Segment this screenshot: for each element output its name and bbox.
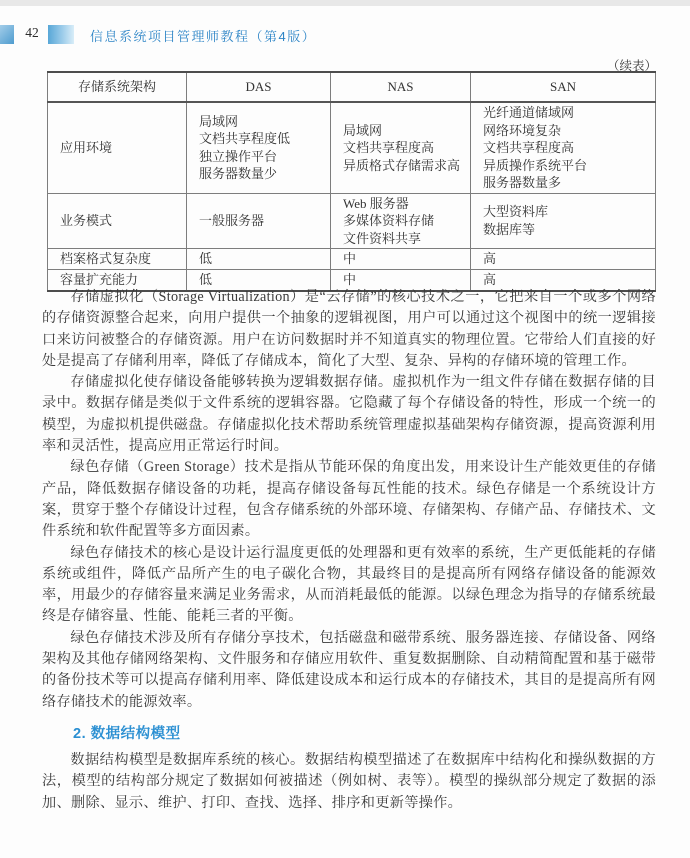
body-text — [42, 287, 656, 814]
body-paragraph: 绿色存储（Green Storage）技术是指从节能环保的角度出发，用来设计生产能效更佳的存储产品，降低数据存储设备的功耗，提高存储设备每瓦性能的技术。绿色存储是一个系统设计方案，贯穿于整个存储设计过程，包含存储系统的外部环境、存储架构、存储产品、存储技术、文件系统和软件配置等多方面因素。 — [42, 459, 656, 540]
das-cell: 低 — [187, 270, 331, 291]
table-header-nas: NAS — [331, 72, 471, 102]
row-label-cell: 业务模式 — [48, 193, 187, 249]
das-cell: 局域网 文档共享程度低 独立操作平台 服务器数量少 — [187, 102, 331, 193]
page-number: 42 — [25, 25, 39, 40]
body-paragraph: 存储虚拟化（Storage Virtualization）是“云存储”的核心技术之一，它把来自一个或多个网络的存储资源整合起来，向用户提供一个抽象的逻辑视图，用户可以通过这个视图中的统一逻辑接口来访问被整合的存储资源。用户在访问数据时并不知道真实的物理位置。它带给人们直接的好处是提高了存储利用率，降低了存储成本，简化了大型、复杂、异构的存储环境的管理工作。 — [42, 289, 656, 369]
nas-cell: 中 — [331, 270, 471, 291]
san-cell: 大型资料库 数据库等 — [471, 193, 656, 249]
nas-cell: Web 服务器 多媒体资料存储 文件资料共享 — [331, 193, 471, 249]
table-row — [48, 193, 656, 249]
storage-architecture-table — [47, 71, 656, 292]
row-label-cell: 容量扩充能力 — [48, 270, 187, 291]
table-header-das: DAS — [187, 72, 331, 102]
section-heading: 2. 数据结构模型 — [73, 725, 181, 742]
san-cell: 光纤通道储域网 网络环境复杂 文档共享程度高 异质操作系统平台 服务器数量多 — [471, 102, 656, 193]
body-paragraph: 存储虚拟化使存储设备能够转换为逻辑数据存储。虚拟机作为一组文件存储在数据存储的目录中。数据存储是类似于文件系统的逻辑容器。它隐藏了每个存储设备的特性，形成一个统一的模型，为虚拟机提供磁盘。存储虚拟化技术帮助系统管理虚拟基础架构存储资源，提高资源利用率和灵活性，提高应用正常运行时间。 — [42, 374, 656, 455]
san-cell: 高 — [471, 270, 656, 291]
table-header-architecture: 存储系统架构 — [48, 72, 187, 102]
header-accent-gradient-icon — [48, 25, 74, 44]
san-cell: 高 — [471, 249, 656, 270]
table-row — [48, 102, 656, 193]
table-row — [48, 249, 656, 270]
body-paragraph: 数据结构模型是数据库系统的核心。数据结构模型描述了在数据库中结构化和操纵数据的方法，模型的结构部分规定了数据如何被描述（例如树、表等）。模型的操纵部分规定了数据的添加、删除、显示、维护、打印、查找、选择、排序和更新等操作。 — [42, 751, 656, 811]
row-label-cell: 应用环境 — [48, 102, 187, 193]
das-cell: 低 — [187, 249, 331, 270]
book-title: 信息系统项目管理师教程（第4版） — [90, 29, 317, 44]
row-label-cell: 档案格式复杂度 — [48, 249, 187, 270]
scan-edge-artifact — [0, 0, 690, 6]
nas-cell: 局域网 文档共享程度高 异质格式存储需求高 — [331, 102, 471, 193]
nas-cell: 中 — [331, 249, 471, 270]
continued-table-label: （续表） — [606, 59, 657, 73]
table-header-san: SAN — [471, 72, 656, 102]
header-accent-block-icon — [0, 25, 14, 44]
table-header-row — [48, 72, 656, 102]
das-cell: 一般服务器 — [187, 193, 331, 249]
body-paragraph: 绿色存储技术的核心是设计运行温度更低的处理器和更有效率的系统，生产更低能耗的存储系统或组件，降低产品所产生的电子碳化合物，其最终目的是提高所有网络存储设备的能源效率，用最少的存储容量来满足业务需求，从而消耗最低的能源。以绿色理念为指导的存储系统最终是存储容量、性能、能耗三者的平衡。 — [42, 544, 656, 625]
body-paragraph: 绿色存储技术涉及所有存储分享技术，包括磁盘和磁带系统、服务器连接、存储设备、网络架构及其他存储网络架构、文件服务和存储应用软件、重复数据删除、自动精简配置和基于磁带的备份技术等可以提高存储利用率、降低建设成本和运行成本的存储技术，其目的是提高所有网络存储技术的能源效率。 — [42, 629, 656, 710]
